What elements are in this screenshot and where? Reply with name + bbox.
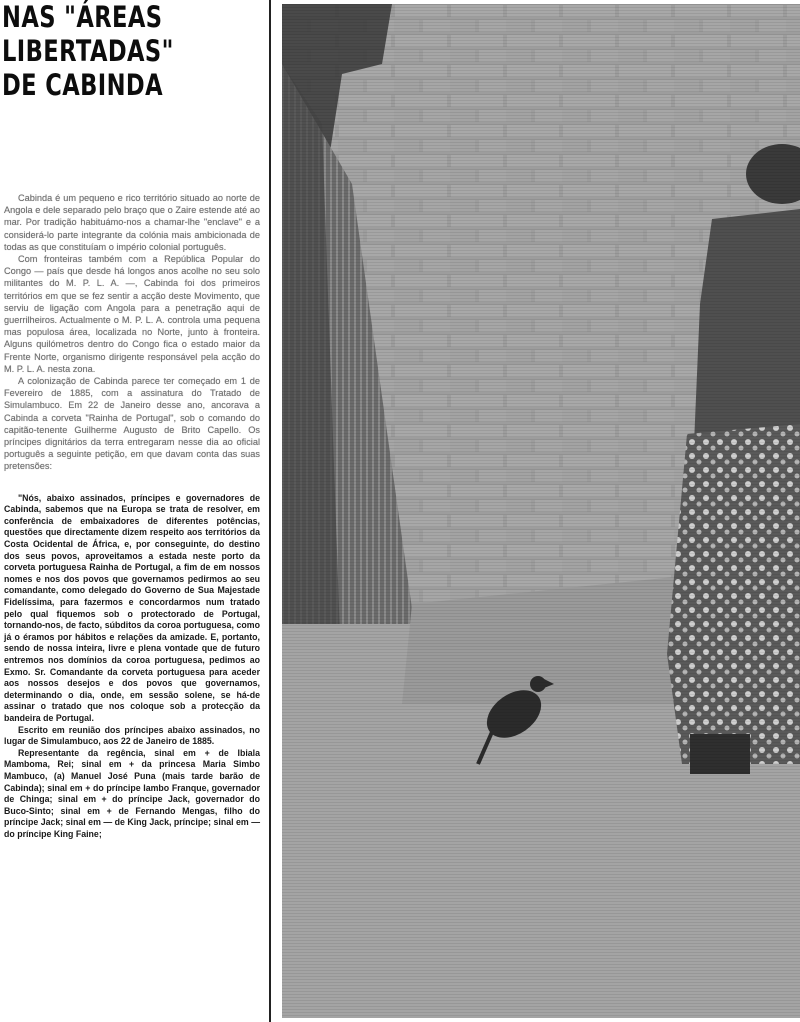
headline-line-2: LIBERTADAS": [2, 34, 174, 68]
headline-line-1: NAS "ÁREAS: [2, 0, 163, 34]
article-photo: [282, 4, 800, 1018]
column-divider: [269, 0, 271, 1022]
article-headline: [2, 0, 206, 102]
closing-paragraph: Escrito em reunião dos príncipes abaixo assinados, no lugar de Simulambuco, aos 22 de Janeiro de 1885.: [4, 724, 260, 747]
photo-illustration: [282, 4, 800, 1018]
closing-paragraph: Representante da regência, sinal em + de Ibiala Mamboma, Rei; sinal em + da princesa Maria Simbo Mambuco, (a) Manuel José Puna (mais tarde barão de Cabinda); sinal em + do príncipe Iambo Franque, governador de Chinga; sinal em + do príncipe Jack, governador do Buco-Sinto; sinal em + de Fernando Mengas, filho do príncipe Jack; sinal em — de King Jack, príncipe; sinal em — do príncipe King Faine;: [4, 747, 260, 839]
article-intro: [4, 192, 260, 473]
headline-line-3: DE CABINDA: [2, 68, 163, 102]
intro-paragraph: A colonização de Cabinda parece ter começado em 1 de Fevereiro de 1885, com a assinatura do Tratado de Simulambuco. Em 22 de Janeiro desse ano, ancorava a Cabinda a corveta "Rainha de Portugal", sob o comando do capitão-tenente Guilherme Augusto de Brito Capello. Os príncipes dignitários da terra entregaram nesse dia ao oficial português a seguinte petição, em que davam conta das suas pretensões:: [4, 376, 260, 472]
quote-paragraph: "Nós, abaixo assinados, príncipes e governadores de Cabinda, sabemos que na Europa se trata de resolver, em conferência de embaixadores de diferentes potências, questões que directamente dizem respeito aos territórios da Costa Ocidental de África, e, por conseguinte, do destino dos seus povos, aproveitamos a estada neste porto da corveta portuguesa Rainha de Portugal, a fim de em nossos nomes e nos dos povos que governamos pedirmos ao seu comandante, como delegado do Governo de Sua Majestade Fidelíssima, para fazermos e concordarmos num tratado pelo qual fiquemos sob o protectorado de Portugal, tornando-nos, de facto, súbditos da coroa portuguesa, como já o éramos por hábitos e relações da amizade. E, portanto, sendo de nossa inteira, livre e plena vontade que de futuro entremos nos domínios da coroa portuguesa, pedimos ao Exmo. Sr. Comandante da corveta portuguesa para aceder aos nossos desejos e dos povos que governamos, determinando o dia, onde, em sessão solene, se há-de assinar o tratado que nos coloque sob a protecção da bandeira de Portugal.: [4, 492, 260, 723]
article-body: [4, 192, 260, 840]
treaty-quote: [4, 493, 260, 725]
intro-paragraph: Cabinda é um pequeno e rico território situado ao norte de Angola e dele separado pelo braço que o Zaire estende até ao mar. Por tradição habituámo-nos a chamar-lhe "enclave" e a considerá-lo parte integrante da colónia mais ambicionada de todas as que constituíam o império colonial português.: [4, 193, 260, 252]
article-text-column: [0, 0, 268, 1022]
treaty-signatures: [4, 725, 260, 841]
intro-paragraph: Com fronteiras também com a República Popular do Congo — país que desde há longos anos acolhe no seu solo militantes do M. P. L. A. —, Cabinda foi dos primeiros territórios em que se fez sentir a acção deste Movimento, que serviu de ligação com Angola para a penetração aqui de guerrilheiros. Actualmente o M. P. L. A. controla uma pequena mas populosa área, localizada no Norte, junto à fronteira. Alguns quilómetros dentro do Congo fica o estado maior da Frente Norte, organismo dirigente responsável pela acção do M. P. L. A. nesta zona.: [4, 254, 260, 374]
